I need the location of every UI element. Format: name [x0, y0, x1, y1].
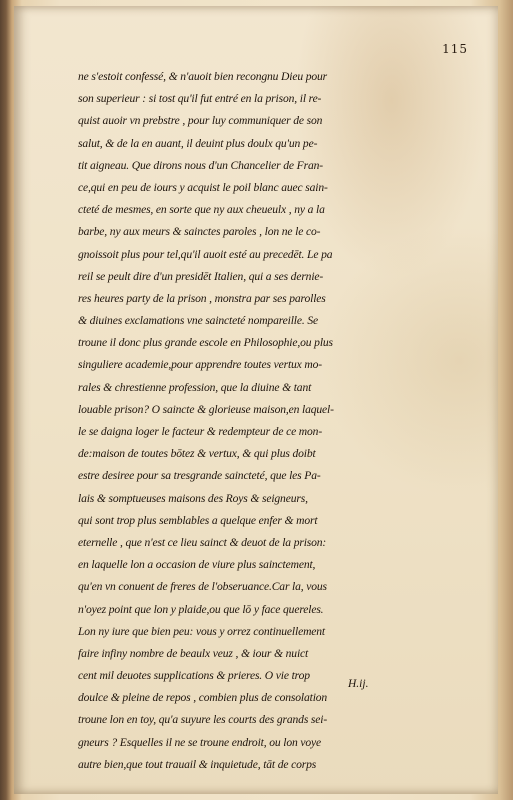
- text-line: ne s'estoit confessé, & n'auoit bien recongnu Dieu pour: [78, 70, 328, 83]
- text-line: Lon ny iure que bien peu: vous y orrez continuellement: [78, 624, 326, 638]
- text-line: n'oyez point que lon y plaide,ou que lō y face quereles.: [78, 602, 324, 616]
- text-line: lais & somptueuses maisons des Roys & seigneurs,: [78, 491, 308, 505]
- text-line: estre desiree pour sa tresgrande saincteté, que les Pa-: [78, 469, 321, 483]
- text-line: cteté de mesmes, en sorte que ny aux cheueulx , ny a la: [78, 203, 325, 217]
- text-line: eternelle , que n'est ce lieu sainct & deuot de la prison:: [78, 535, 327, 549]
- text-line: troune lon en toy, qu'a suyure les courts des grands sei-: [78, 713, 328, 727]
- text-line: louable prison? O saincte & glorieuse maison,en laquel-: [78, 402, 334, 416]
- text-line: doulce & pleine de repos , combien plus de consolation: [78, 691, 328, 705]
- text-line: salut, & de la en auant, il deuint plus doulx qu'un pe-: [78, 136, 318, 150]
- text-line: en laquelle lon a occasion de viure plus sainctement,: [78, 558, 316, 572]
- text-line: barbe, ny aux meurs & sainctes paroles , lon ne le co-: [78, 225, 321, 239]
- signature-mark: H.ij.: [348, 678, 369, 690]
- text-line: & diuines exclamations vne saincteté nompareille. Se: [78, 314, 319, 328]
- text-line: qu'en vn conuent de freres de l'obseruance.Car la, vous: [78, 580, 327, 594]
- text-line: le se daigna loger le facteur & redempteur de ce mon-: [78, 425, 323, 438]
- text-line: faire infiny nombre de beaulx veuz , & iour & nuict: [78, 646, 309, 660]
- page-number: 115: [442, 42, 468, 56]
- text-line: tit aigneau. Que dirons nous d'un Chancelier de Fran-: [78, 158, 323, 172]
- text-line: quist auoir vn prebstre , pour luy communiquer de son: [78, 114, 323, 128]
- book-page: [14, 6, 498, 794]
- text-line: rales & chrestienne profession, que la diuine & tant: [78, 380, 312, 394]
- text-line: gnoissoit plus pour tel,qu'il auoit esté au precedēt. Le pa: [78, 247, 333, 261]
- text-line: troune il donc plus grande escole en Philosophie,ou plus: [78, 336, 333, 350]
- text-line: cent mil deuotes supplications & prieres. O vie trop: [78, 669, 310, 683]
- text-line: de:maison de toutes bōtez & vertux, & qui plus doibt: [78, 447, 316, 461]
- text-line: res heures party de la prison , monstra par ses parolles: [78, 291, 326, 305]
- text-line: ce,qui en peu de iours y acquist le poil blanc auec sain-: [78, 180, 328, 194]
- text-line: qui sont trop plus semblables a quelque enfer & mort: [78, 513, 318, 527]
- text-line: autre bien,que tout trauail & inquietude, tāt de corps: [78, 757, 317, 771]
- text-line: son superieur : si tost qu'il fut entré en la prison, il re-: [78, 92, 322, 106]
- text-line: gneurs ? Esquelles il ne se troune endroit, ou lon voye: [78, 735, 322, 749]
- text-line: singuliere academie,pour apprendre toutes vertux mo-: [78, 358, 322, 372]
- text-line: reil se peult dire d'un presidēt Italien, qui a ses dernie-: [78, 269, 324, 283]
- body-text: [78, 66, 488, 776]
